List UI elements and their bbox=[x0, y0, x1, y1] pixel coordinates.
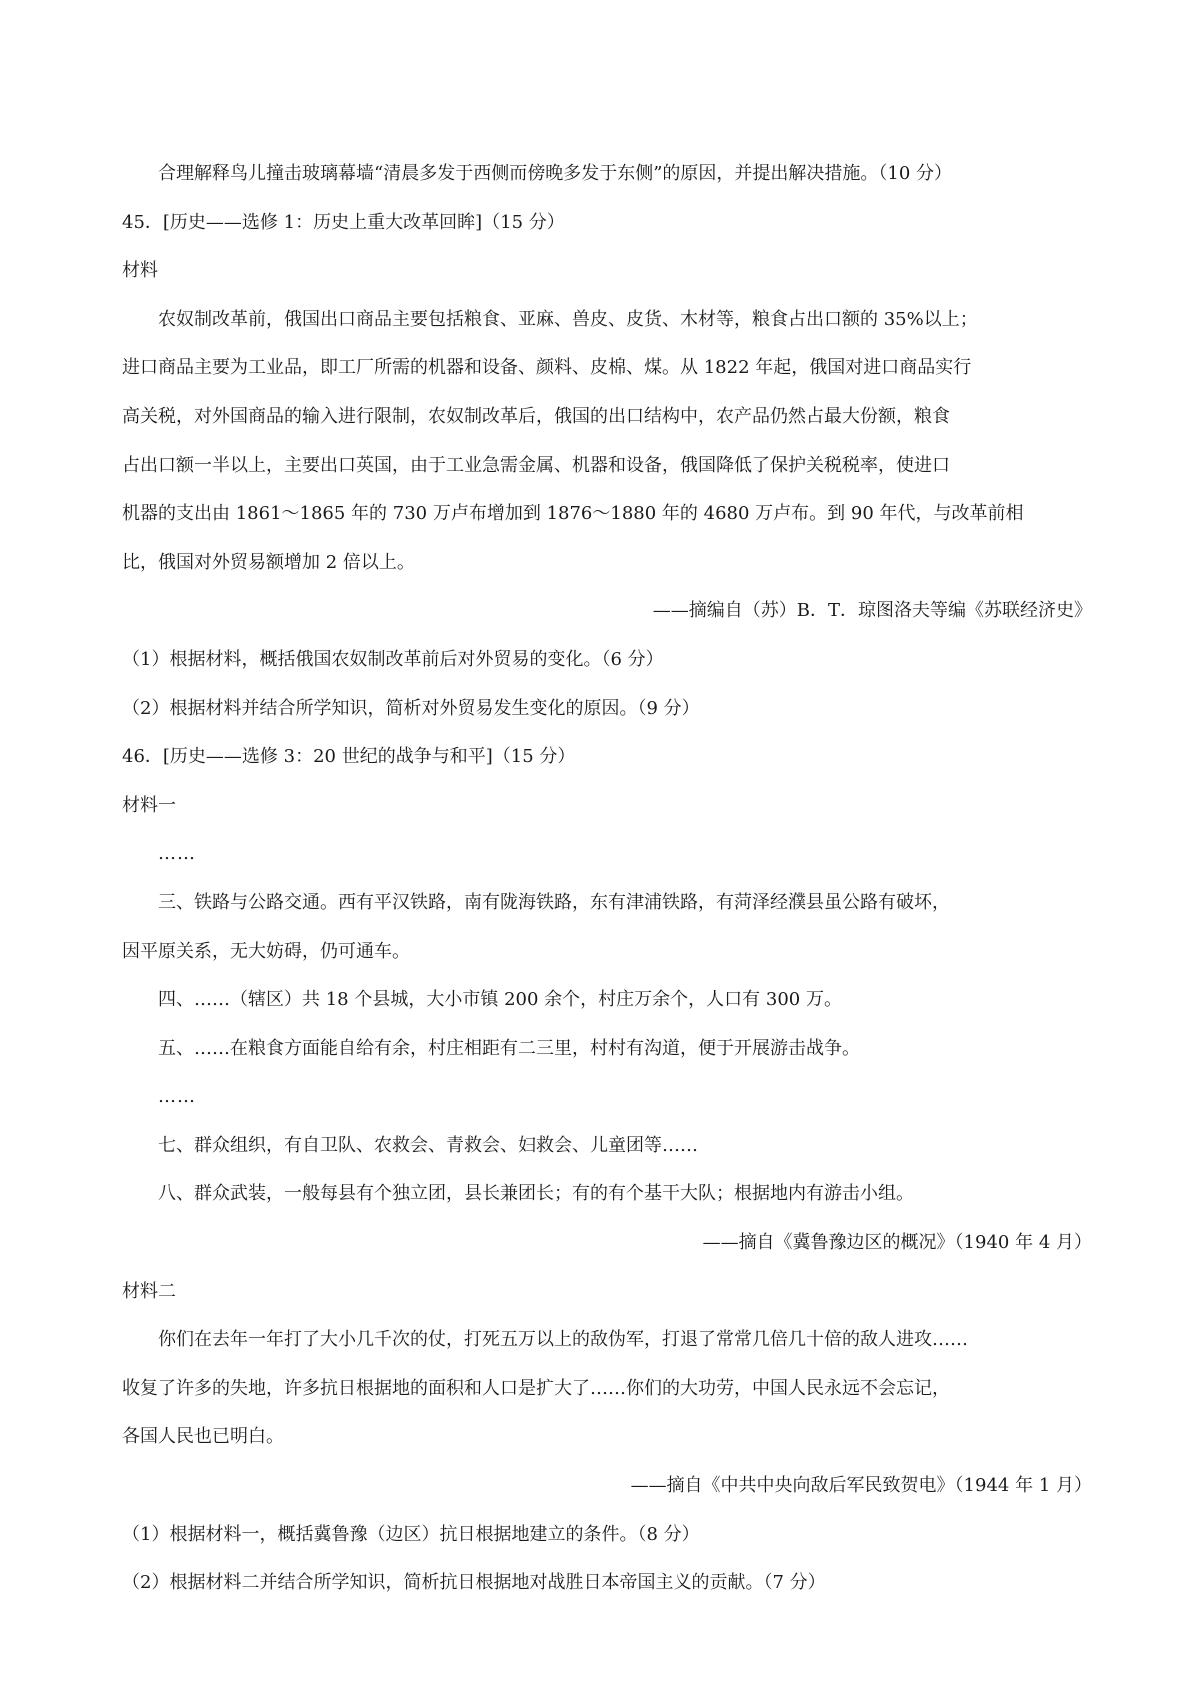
q46-subquestion-1: （1）根据材料一，概括冀鲁豫（边区）抗日根据地建立的条件。（8 分） bbox=[122, 1523, 700, 1545]
q46-ellipsis-1: …… bbox=[158, 843, 196, 865]
q46-header: 46．[历史——选修 3：20 世纪的战争与和平]（15 分） bbox=[122, 746, 576, 768]
q46-subquestion-2: （2）根据材料二并结合所学知识，简析抗日根据地对战胜日本帝国主义的贡献。（7 分） bbox=[122, 1572, 826, 1594]
q46-material2-line: 收复了许多的失地，许多抗日根据地的面积和人口是扩大了……你们的大功劳，中国人民永远不会忘记， bbox=[122, 1377, 950, 1399]
q45-material-line: 农奴制改革前，俄国出口商品主要包括粮食、亚麻、兽皮、皮货、木材等，粮食占出口额的 35%以上； bbox=[158, 308, 978, 330]
q45-header: 45．[历史——选修 1：历史上重大改革回眸]（15 分） bbox=[122, 211, 565, 233]
q46-material2-line: 各国人民也已明白。 bbox=[122, 1426, 284, 1448]
q46-source-2: ——摘自《中共中央向敌后军民致贺电》（1944 年 1 月） bbox=[630, 1475, 1092, 1497]
q46-item-5: 五、……在粮食方面能自给有余，村庄相距有二三里，村村有沟道，便于开展游击战争。 bbox=[158, 1037, 860, 1059]
q46-item-3-line: 因平原关系，无大妨碍，仍可通车。 bbox=[122, 940, 410, 962]
q44-tail-text: 合理解释鸟儿撞击玻璃幕墙“清晨多发于西侧而傍晚多发于东侧”的原因，并提出解决措施。（10 分） bbox=[158, 163, 953, 184]
q45-material-line: 进口商品主要为工业品，即工厂所需的机器和设备、颜料、皮棉、煤。从 1822 年起，俄国对进口商品实行 bbox=[122, 357, 972, 379]
q45-material-line: 机器的支出由 1861～1865 年的 730 万卢布增加到 1876～1880 年的 4680 万卢布。到 90 年代，与改革前相 bbox=[122, 503, 1024, 525]
q46-material2-line: 你们在去年一年打了大小几千次的仗，打死五万以上的敌伪军，打退了常常几倍几十倍的敌人进攻…… bbox=[158, 1329, 968, 1351]
q45-material-line: 占出口额一半以上，主要出口英国，由于工业急需金属、机器和设备，俄国降低了保护关税税率，使进口 bbox=[122, 454, 950, 476]
q45-subquestion-1: （1）根据材料，概括俄国农奴制改革前后对外贸易的变化。（6 分） bbox=[122, 648, 664, 670]
q46-material2-label: 材料二 bbox=[122, 1280, 176, 1302]
q45-material-paragraph bbox=[122, 296, 1092, 588]
q46-item-3-line: 三、铁路与公路交通。西有平汉铁路，南有陇海铁路，东有津浦铁路，有菏泽经濮县虽公路有破坏， bbox=[158, 891, 950, 913]
q45-material-label: 材料 bbox=[122, 260, 158, 282]
q46-material1-label: 材料一 bbox=[122, 794, 176, 816]
q45-source: ——摘编自（苏）B．T．琼图洛夫等编《苏联经济史》 bbox=[652, 600, 1092, 622]
q46-item-4: 四、……（辖区）共 18 个县城，大小市镇 200 余个，村庄万余个，人口有 300 万。 bbox=[158, 989, 842, 1011]
q45-material-line: 比，俄国对外贸易额增加 2 倍以上。 bbox=[122, 551, 415, 573]
q45-subquestion-2: （2）根据材料并结合所学知识，简析对外贸易发生变化的原因。（9 分） bbox=[122, 697, 700, 719]
q46-material2-paragraph bbox=[122, 1316, 1092, 1462]
q45-material-line: 高关税，对外国商品的输入进行限制，农奴制改革后，俄国的出口结构中，农产品仍然占最大份额，粮食 bbox=[122, 405, 950, 427]
q46-item-7: 七、群众组织，有自卫队、农救会、青救会、妇救会、儿童团等…… bbox=[158, 1134, 698, 1156]
q46-ellipsis-2: …… bbox=[158, 1086, 196, 1108]
q46-source-1: ——摘自《冀鲁豫边区的概况》（1940 年 4 月） bbox=[702, 1232, 1092, 1254]
q46-item-8: 八、群众武装，一般每县有个独立团，县长兼团长；有的有个基干大队；根据地内有游击小组。 bbox=[158, 1183, 914, 1205]
